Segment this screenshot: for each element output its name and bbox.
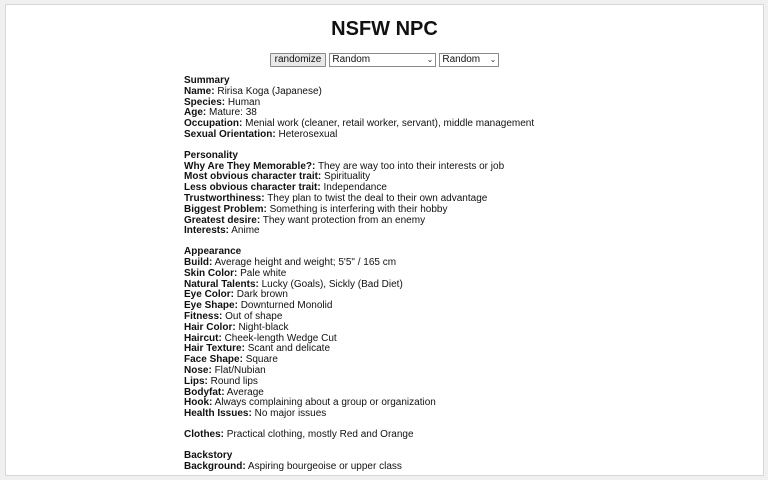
controls-bar [6,53,763,67]
section-heading: Appearance [184,246,242,258]
detail-row-nose: Nose: Flat/Nubian [184,364,266,376]
detail-row-biggest-problem: Biggest Problem: Something is interfering with their hobby [184,203,448,215]
detail-row-name: Name: Ririsa Koga (Japanese) [184,85,322,97]
detail-row-species: Species: Human [184,96,261,108]
detail-row-fitness: Fitness: Out of shape [184,310,283,322]
detail-row-health-issues: Health Issues: No major issues [184,408,327,420]
detail-row-hair-texture: Hair Texture: Scant and delicate [184,343,331,355]
section-heading: Summary [184,75,230,86]
detail-row-lips: Lips: Round lips [184,375,258,387]
detail-row-face-shape: Face Shape: Square [184,354,278,366]
detail-row-eye-color: Eye Color: Dark brown [184,289,288,301]
randomize-button[interactable]: randomize [270,53,327,67]
detail-row-background: Background: Aspiring bourgeoise or upper class [184,460,402,472]
chevron-down-icon: ⌄ [426,55,434,64]
detail-row-age: Age: Mature: 38 [184,107,257,119]
detail-row-skin-color: Skin Color: Pale white [184,267,287,279]
detail-row-obvious-trait: Most obvious character trait: Spirituality [184,171,371,183]
section-personality [184,151,684,237]
detail-row-eye-shape: Eye Shape: Downturned Monolid [184,300,333,312]
detail-row-orientation: Sexual Orientation: Heterosexual [184,128,338,140]
detail-row-interests: Interests: Anime [184,225,260,237]
section-appearance [184,247,684,420]
option-select-value: Random [442,54,481,65]
category-select-value: Random [332,54,371,65]
section-backstory [184,451,684,473]
section-summary [184,76,684,141]
detail-row-less-obvious-trait: Less obvious character trait: Independance [184,182,387,194]
detail-row-hook: Hook: Always complaining about a group or organization [184,397,436,409]
detail-row-hair-color: Hair Color: Night-black [184,321,289,333]
detail-row-clothes: Clothes: Practical clothing, mostly Red and Orange [184,428,414,440]
page-title: NSFW NPC [331,18,438,40]
detail-row-haircut: Haircut: Cheek-length Wedge Cut [184,332,337,344]
category-select[interactable] [329,53,436,67]
page-card [5,4,764,476]
detail-row-build: Build: Average height and weight; 5'5" / 165 cm [184,256,397,268]
section-heading: Backstory [184,449,233,461]
detail-row-trustworthiness: Trustworthiness: They plan to twist the deal to their own advantage [184,192,488,204]
section-clothes [184,430,684,441]
chevron-down-icon: ⌄ [489,55,497,64]
detail-row-memorable: Why Are They Memorable?: They are way too into their interests or job [184,160,505,172]
detail-row-natural-talents: Natural Talents: Lucky (Goals), Sickly (Bad Diet) [184,278,403,290]
detail-row-occupation: Occupation: Menial work (cleaner, retail worker, servant), middle management [184,118,535,130]
npc-details [184,76,684,476]
option-select[interactable] [439,53,499,67]
detail-row-bodyfat: Bodyfat: Average [184,386,264,398]
section-heading: Personality [184,149,238,161]
detail-row-greatest-desire: Greatest desire: They want protection from an enemy [184,214,426,226]
